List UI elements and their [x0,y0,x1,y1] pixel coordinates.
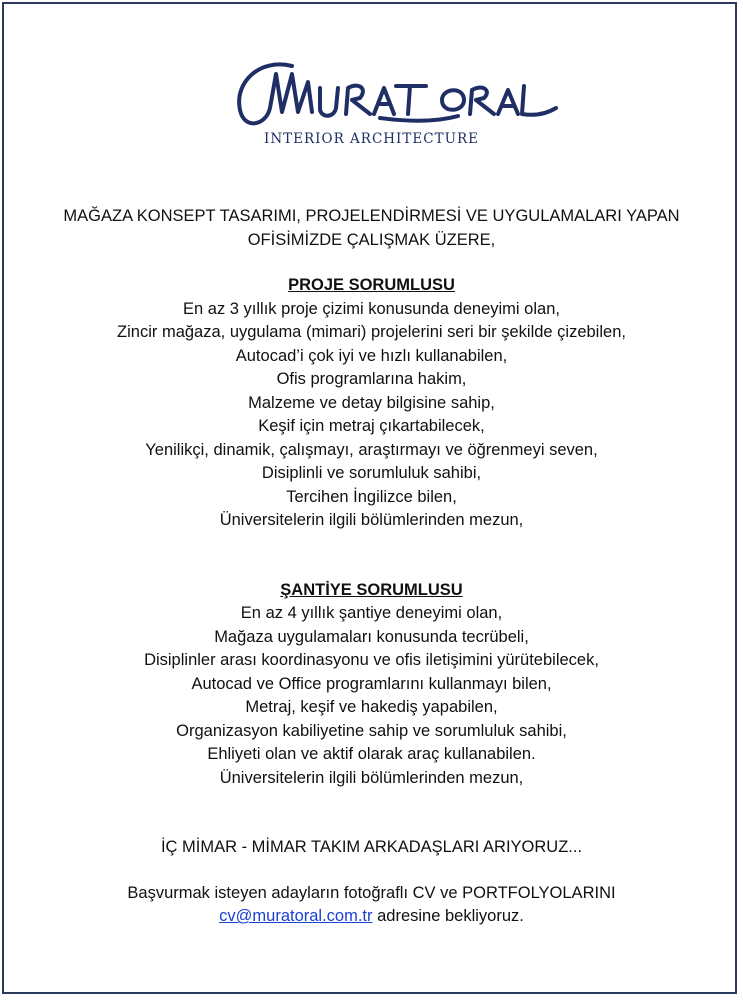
job-announcement [0,205,743,929]
intro-line: MAĞAZA KONSEPT TASARIMI, PROJELENDİRMESİ VE UYGULAMALARI YAPAN [63,207,680,225]
proje-line: Keşif için metraj çıkartabilecek, [258,417,485,435]
santiye-heading: ŞANTİYE SORUMLUSU [280,580,463,599]
intro-line: OFİSİMİZDE ÇALIŞMAK ÜZERE, [247,230,496,249]
murat-oral-logo [230,52,560,134]
proje-heading: PROJE SORUMLUSU [288,276,455,294]
santiye-line: Autocad ve Office programlarını kullanmayı bilen, [191,674,552,693]
proje-line: Disiplinli ve sorumluluk sahibi, [261,464,482,482]
santiye-line: Disiplinler arası koordinasyonu ve ofis iletişimini yürütebilecek, [144,651,599,669]
santiye-line: Organizasyon kabiliyetine sahip ve sorumluluk sahibi, [176,721,567,740]
santiye-line: En az 4 yıllık şantiye deneyimi olan, [240,604,503,622]
proje-line: Ofis programlarına hakim, [276,370,467,388]
proje-line: En az 3 yıllık proje çizimi konusunda deneyimi olan, [183,299,560,318]
santiye-line: Mağaza uygulamaları konusunda tecrübeli, [214,627,529,646]
logo-tagline: INTERIOR ARCHITECTURE [264,131,479,147]
proje-line: Yenilikçi, dinamik, çalışmayı, araştırmayı ve öğrenmeyi seven, [145,440,598,459]
santiye-line: Metraj, keşif ve hakediş yapabilen, [245,698,498,716]
santiye-line: Ehliyeti olan ve aktif olarak araç kullanabilen. [207,745,536,763]
apply-suffix: adresine bekliyoruz. [372,907,524,925]
closing-line: İÇ MİMAR - MİMAR TAKIM ARKADAŞLARI ARIYORUZ... [160,838,583,856]
email-link[interactable]: cv@muratoral.com.tr [219,907,373,925]
proje-line: Üniversitelerin ilgili bölümlerinden mezun, [219,511,524,529]
apply-line-2 [0,905,743,929]
proje-line: Tercihen İngilizce bilen, [286,487,457,506]
proje-line: Autocad’i çok iyi ve hızlı kullanabilen, [235,346,508,365]
proje-line: Malzeme ve detay bilgisine sahip, [248,393,495,412]
proje-line: Zincir mağaza, uygulama (mimari) projelerini seri bir şekilde çizebilen, [117,323,626,341]
apply-line: Başvurmak isteyen adayların fotoğraflı CV ve PORTFOLYOLARINI [127,883,616,902]
santiye-line: Üniversitelerin ilgili bölümlerinden mezun, [219,768,524,787]
